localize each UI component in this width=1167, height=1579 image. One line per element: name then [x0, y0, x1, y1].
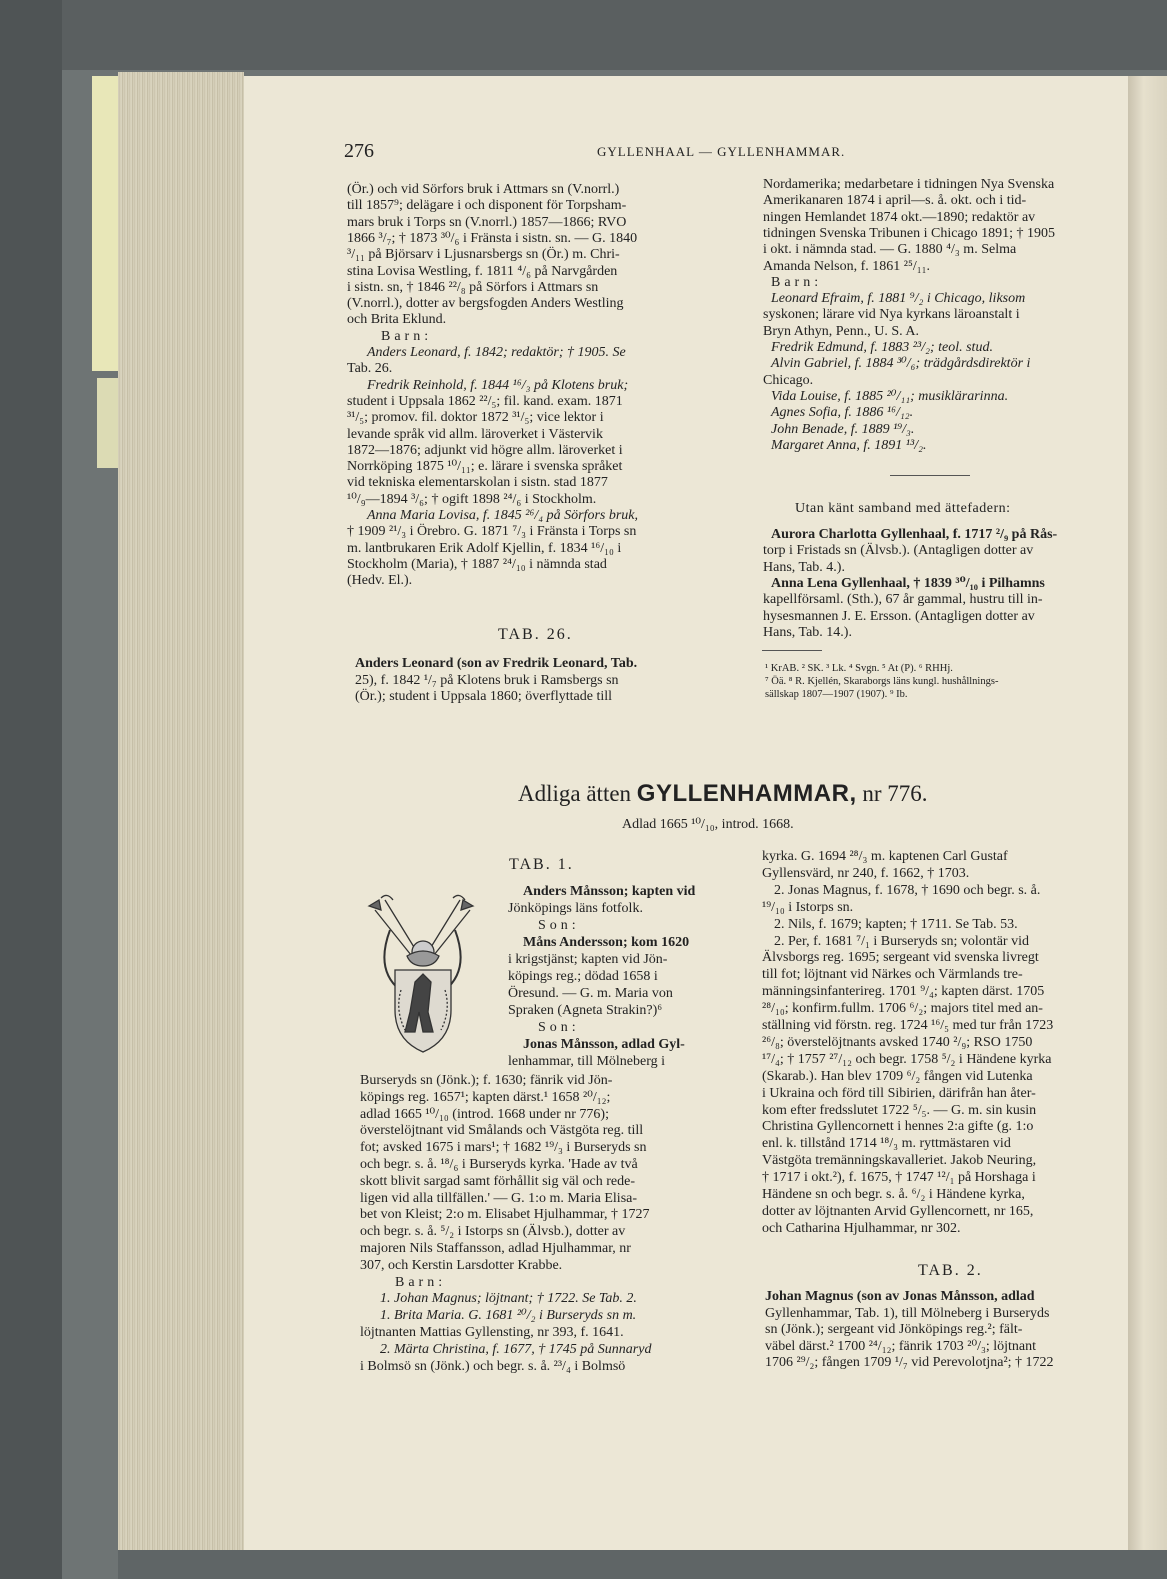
- text-line: (Ör.) och vid Sörfors bruk i Attmars sn (V.norrl.): [347, 182, 620, 197]
- family-name: GYLLENHAMMAR,: [636, 780, 857, 807]
- family-number: nr 776.: [862, 781, 928, 806]
- text-line: Johan Magnus (son av Jonas Månsson, adlad: [765, 1289, 1035, 1304]
- text-line: 2. Per, f. 1681 ⁷/₁ i Burseryds sn; volontär vid: [774, 933, 1029, 949]
- text-line: ningen Hemlandet 1874 okt.—1890; redaktör av: [763, 209, 1036, 225]
- text-line: Tab. 26.: [347, 361, 393, 377]
- text-line: (Ör.); student i Uppsala 1860; överflyttade till: [355, 689, 613, 704]
- text-line: Barn:: [381, 328, 433, 344]
- page-number: 276: [344, 140, 374, 162]
- text-line: köpings reg. 1657¹; kapten därst.¹ 1658 ²⁰/₁₂;: [360, 1089, 611, 1105]
- text-line: mars bruk i Torps sn (V.norrl.) 1857—1866; RVO: [347, 214, 627, 230]
- family-heading: [518, 780, 928, 808]
- text-line: 2. Nils, f. 1679; kapten; † 1711. Se Tab. 53.: [774, 916, 1018, 932]
- text-line: Chicago.: [763, 372, 814, 388]
- scanner-frame-left: [0, 0, 62, 1579]
- text-line: syskonen; lärare vid Nya kyrkans läroanstalt i: [763, 307, 1020, 323]
- text-line: köpings reg.; dödad 1658 i: [508, 969, 658, 984]
- text-line: vid tekniska elementarskolan i sistn. stad 1877: [347, 475, 608, 491]
- text-line: Son:: [538, 918, 580, 933]
- text-line: (Hedv. El.).: [347, 573, 413, 589]
- text-line: dotter av löjtnanten Arvid Gyllencornett, nr 165,: [762, 1203, 1034, 1219]
- text-line: Amerikanaren 1874 i april—s. å. okt. och i tid-: [763, 193, 1027, 209]
- text-line: Vida Louise, f. 1885 ²⁰/₁₁; musiklärarinna.: [771, 388, 1009, 404]
- text-line: skott blivit sargad samt förhållit sig väl och rede-: [360, 1173, 636, 1189]
- text-line: i okt. i nämnda stad. — G. 1880 ⁴/₃ m. Selma: [763, 242, 1017, 258]
- text-line: Anders Leonard, f. 1842; redaktör; † 1905. Se: [367, 345, 626, 360]
- page-gutter: [1128, 76, 1167, 1556]
- text-line: Västgöta tremänningskavalleriet. Jakob Neuring,: [762, 1153, 1037, 1169]
- text-line: i sistn. sn, † 1846 ²²/₈ på Sörfors i Attmars sn: [347, 279, 599, 295]
- text-line: Hans, Tab. 4.).: [763, 559, 845, 575]
- text-line: löjtnanten Mattias Gyllensting, nr 393, f. 1641.: [360, 1325, 624, 1340]
- text-line: och begr. s. å. ¹⁸/₆ i Burseryds kyrka. 'Hade av två: [360, 1157, 638, 1172]
- text-line: 307, och Kerstin Larsdotter Krabbe.: [360, 1257, 563, 1273]
- text-line: Alvin Gabriel, f. 1884 ³⁰/₆; trädgårdsdirektör i: [771, 356, 1031, 372]
- text-line: Hans, Tab. 14.).: [763, 624, 852, 640]
- text-line: i Ukraina och förd till Sibirien, därifrån han åter-: [762, 1085, 1036, 1101]
- scanner-frame-bottom: [118, 1550, 1167, 1579]
- coat-of-arms-icon: [355, 890, 490, 1060]
- footnote-line: ¹ KrAB. ² SK. ³ Lk. ⁴ Svgn. ⁵ At (P). ⁶ RHHj.: [765, 663, 953, 674]
- text-line: till fot; löjtnant vid Närkes och Värmlands tre-: [762, 967, 1023, 983]
- text-line: 1. Johan Magnus; löjtnant; † 1722. Se Tab. 2.: [380, 1291, 637, 1307]
- text-line: Fredrik Reinhold, f. 1844 ¹⁶/₃ på Klotens bruk;: [367, 377, 629, 393]
- unknown-heading: Utan känt samband med ättefadern:: [795, 501, 1011, 516]
- text-line: adlad 1665 ¹⁰/₁₀ (introd. 1668 under nr 776);: [360, 1106, 609, 1122]
- text-line: tidningen Svenska Tribunen i Chicago 1891; † 1905: [763, 225, 1056, 241]
- text-line: Jonas Månsson, adlad Gyl-: [523, 1037, 685, 1052]
- text-line: m. lantbrukaren Erik Adolf Kjellin, f. 1834 ¹⁶/₁₀ i: [347, 540, 622, 556]
- divider-rule: [890, 475, 970, 476]
- text-line: Aurora Charlotta Gyllenhaal, f. 1717 ²/₉ på Rås-: [771, 527, 1058, 542]
- text-line: Burseryds sn (Jönk.); f. 1630; fänrik vid Jön-: [360, 1073, 613, 1088]
- tab-2-heading: TAB. 2.: [918, 1262, 983, 1279]
- text-line: Barn:: [771, 274, 823, 290]
- text-line: ¹⁰/₉—1894 ³/₆; † ogift 1898 ²⁴/₆ i Stockholm.: [347, 491, 597, 507]
- text-line: kapellförsaml. (Sth.), 67 år gammal, hustru till in-: [763, 592, 1043, 608]
- text-line: Älvsborgs reg. 1695; sergeant vid svenska livregt: [762, 950, 1039, 966]
- text-line: ställning vid förstn. reg. 1724 ¹⁶/₅ med tur från 1723: [762, 1018, 1054, 1033]
- text-line: ligen vid alla tillfällen.' — G. 1:o m. Maria Elisa-: [360, 1190, 638, 1206]
- text-line: överstelöjtnant vid Smålands och Västgöta reg. till: [360, 1123, 644, 1139]
- text-line: kom efter fredsslutet 1722 ⁵/₅. — G. m. sin kusin: [762, 1102, 1037, 1118]
- text-line: ³¹/₅; promov. fil. doktor 1872 ³¹/₅; vice lektor i: [347, 410, 604, 426]
- text-line: Norrköping 1875 ¹⁰/₁₁; e. lärare i svenska språket: [347, 459, 623, 475]
- text-line: ³/₁₁ på Björsarv i Ljusnarsbergs sn (Ör.) m. Chri-: [347, 247, 620, 263]
- text-line: 1706 ²⁹/₂; fången 1709 ¹/₇ vid Perevolotjna²; † 1722: [765, 1355, 1054, 1370]
- running-title: GYLLENHAAL — GYLLENHAMMAR.: [597, 144, 846, 159]
- text-line: (Skarab.). Han blev 1709 ⁶/₂ fången vid Lutenka: [762, 1068, 1033, 1084]
- text-line: sn (Jönk.); sergeant vid Jönköpings reg.²; fält-: [765, 1322, 1023, 1337]
- text-line: Öresund. — G. m. Maria von: [508, 986, 673, 1001]
- text-line: i Bolmsö sn (Jönk.) och begr. s. å. ²³/₄ i Bolmsö: [360, 1358, 626, 1374]
- text-line: Nordamerika; medarbetare i tidningen Nya Svenska: [763, 177, 1055, 192]
- text-line: Måns Andersson; kom 1620: [523, 935, 690, 950]
- text-line: enl. k. tillstånd 1714 ¹⁸/₃ m. ryttmästaren vid: [762, 1136, 1011, 1152]
- text-line: väbel därst.² 1700 ²⁴/₁₂; fänrik 1703 ²⁰/₃; löjtnant: [765, 1338, 1037, 1354]
- text-line: torp i Fristads sn (Älvsb.). (Antagligen dotter av: [763, 543, 1034, 559]
- text-line: † 1909 ²¹/₃ i Örebro. G. 1871 ⁷/₃ i Fränsta i Torps sn: [347, 524, 637, 540]
- text-line: Amanda Nelson, f. 1861 ²⁵/₁₁.: [763, 258, 930, 274]
- text-line: Gyllensvärd, nr 240, f. 1662, † 1703.: [762, 865, 970, 881]
- text-line: Anna Maria Lovisa, f. 1845 ²⁶/₄ på Sörfors bruk,: [367, 508, 638, 523]
- text-line: levande språk vid allm. läroverket i Västervik: [347, 426, 603, 442]
- text-line: 25), f. 1842 ¹/₇ på Klotens bruk i Ramsbergs sn: [355, 672, 619, 688]
- tab-26-heading: TAB. 26.: [498, 626, 573, 643]
- text-line: Leonard Efraim, f. 1881 ⁹/₂ i Chicago, liksom: [771, 291, 1026, 307]
- tab-1-heading: TAB. 1.: [509, 856, 574, 873]
- text-line: Agnes Sofia, f. 1886 ¹⁶/₁₂.: [771, 405, 914, 421]
- footnote-line: ⁷ Öä. ⁸ R. Kjellén, Skaraborgs läns kungl. hushållnings-: [765, 676, 999, 687]
- text-line: 1. Brita Maria. G. 1681 ²⁰/₂ i Burseryds sn m.: [380, 1308, 637, 1324]
- text-line: Händene sn och begr. s. å. ⁶/₂ i Händene kyrka,: [762, 1187, 1025, 1202]
- text-line: Anders Månsson; kapten vid: [523, 884, 696, 899]
- text-line: stina Lovisa Westling, f. 1811 ⁴/₆ på Narvgården: [347, 263, 618, 279]
- footnote-rule: [762, 650, 822, 651]
- bookmark-strip: [92, 76, 118, 371]
- text-line: i krigstjänst; kapten vid Jön-: [508, 952, 668, 967]
- family-heading-prefix: Adliga ätten: [518, 781, 632, 806]
- text-line: ²⁸/₁₀; konfirm.fullm. 1706 ⁶/₂; majors titel med an-: [762, 1001, 1043, 1017]
- family-ennobled: Adlad 1665 ¹⁰/₁₀, introd. 1668.: [622, 817, 794, 832]
- text-line: † 1717 i okt.²), f. 1675, † 1747 ¹²/₁ på Horshaga i: [762, 1170, 1036, 1186]
- text-line: männingsinfanterireg. 1701 ⁹/₄; kapten därst. 1705: [762, 984, 1045, 1000]
- text-line: bet von Kleist; 2:o m. Elisabet Hjulhammar, † 1727: [360, 1207, 650, 1223]
- bookmark-strip-lower: [97, 378, 118, 468]
- text-line: Stockholm (Maria), † 1887 ²⁴/₁₀ i nämnda stad: [347, 556, 607, 572]
- book-fore-edge: [118, 72, 244, 1562]
- text-line: (V.norrl.), dotter av bergsfogden Anders Westling: [347, 296, 624, 312]
- text-line: fot; avsked 1675 i mars¹; † 1682 ¹⁹/₃ i Burseryds sn: [360, 1140, 647, 1156]
- text-line: John Benade, f. 1889 ¹⁹/₃.: [771, 421, 915, 437]
- text-line: kyrka. G. 1694 ²⁸/₃ m. kaptenen Carl Gustaf: [762, 849, 1008, 864]
- text-line: ²⁶/₈; överstelöjtnants avsked 1740 ²/₉; RSO 1750: [762, 1034, 1033, 1050]
- text-line: ¹⁷/₄; † 1757 ²⁷/₁₂ och begr. 1758 ⁵/₂ i Händene kyrka: [762, 1051, 1052, 1067]
- text-line: 2. Jonas Magnus, f. 1678, † 1690 och begr. s. å.: [774, 882, 1041, 898]
- text-line: Spraken (Agneta Strakin?)⁶: [508, 1003, 663, 1018]
- text-line: Margaret Anna, f. 1891 ¹³/₂.: [771, 437, 927, 453]
- footnote-line: sällskap 1807—1907 (1907). ⁹ Ib.: [765, 689, 908, 700]
- text-line: lenhammar, till Mölneberg i: [508, 1054, 666, 1069]
- text-line: och begr. s. å. ⁵/₂ i Istorps sn (Älvsb.), dotter av: [360, 1224, 626, 1240]
- text-line: Jönköpings läns fotfolk.: [508, 901, 643, 916]
- text-line: Anna Lena Gyllenhaal, † 1839 ³⁰/₁₀ i Pilhamns: [771, 575, 1045, 591]
- text-line: Bryn Athyn, Penn., U. S. A.: [763, 323, 919, 339]
- text-line: och Brita Eklund.: [347, 312, 447, 328]
- text-line: ¹⁹/₁₀ i Istorps sn.: [762, 899, 854, 915]
- text-line: Fredrik Edmund, f. 1883 ²³/₂; teol. stud.: [771, 340, 993, 355]
- text-line: Anders Leonard (son av Fredrik Leonard, Tab.: [355, 656, 638, 671]
- text-line: 1866 ³/₇; † 1873 ³⁰/₆ i Fränsta i sistn. sn. — G. 1840: [347, 230, 638, 246]
- text-line: och Catharina Hjulhammar, nr 302.: [762, 1220, 961, 1236]
- scanner-frame-top: [60, 0, 1167, 70]
- text-line: 2. Märta Christina, f. 1677, † 1745 på Sunnaryd: [380, 1341, 652, 1357]
- text-line: Gyllenhammar, Tab. 1), till Mölneberg i Burseryds: [765, 1305, 1050, 1321]
- text-line: majoren Nils Staffansson, adlad Hjulhammar, nr: [360, 1241, 631, 1256]
- text-line: Barn:: [395, 1274, 447, 1290]
- text-line: till 1857⁹; delägare i och disponent för Torpsham-: [347, 198, 627, 214]
- text-line: Son:: [538, 1020, 580, 1035]
- text-line: student i Uppsala 1862 ²²/₅; fil. kand. exam. 1871: [347, 393, 623, 409]
- text-line: Christina Gyllencornett i hennes 2:a gifte (g. 1:o: [762, 1119, 1034, 1135]
- text-line: hysesmannen J. E. Ersson. (Antagligen dotter av: [763, 608, 1035, 624]
- text-line: 1872—1876; adjunkt vid högre allm. läroverket i: [347, 442, 623, 458]
